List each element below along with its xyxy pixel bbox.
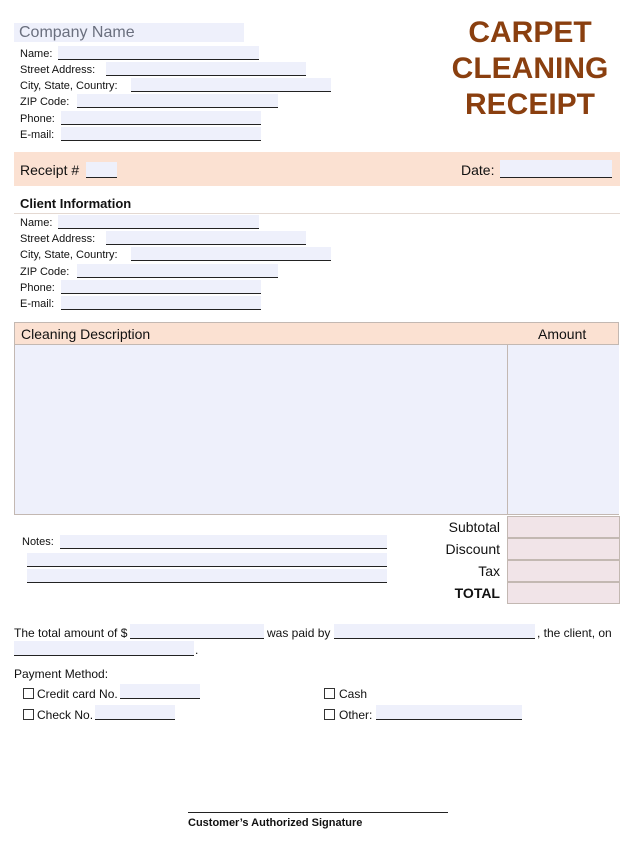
receipt-number-label: Receipt # <box>20 162 80 178</box>
total-label: TOTAL <box>454 585 500 601</box>
company-email-label: E-mail: <box>20 129 55 141</box>
client-email-input[interactable] <box>61 296 261 310</box>
discount-input[interactable] <box>507 538 620 560</box>
client-street-label: Street Address: <box>20 233 96 245</box>
company-city-input[interactable] <box>131 78 331 92</box>
client-name-input[interactable] <box>58 215 259 229</box>
other-label: Other: <box>339 708 373 722</box>
credit-card-label: Credit card No. <box>37 687 118 701</box>
client-info-heading: Client Information <box>20 196 132 211</box>
statement-part-3: , the client, on <box>537 626 612 640</box>
company-email-input[interactable] <box>61 127 261 141</box>
signature-label: Customer’s Authorized Signature <box>188 817 363 829</box>
notes-line-1[interactable] <box>60 535 387 549</box>
receipt-number-input[interactable] <box>86 162 117 178</box>
paid-by-input[interactable] <box>334 624 535 639</box>
other-checkbox[interactable] <box>324 709 335 720</box>
subtotal-label: Subtotal <box>448 519 500 535</box>
title-line-3: RECEIPT <box>464 88 596 121</box>
company-phone-input[interactable] <box>61 111 261 125</box>
client-phone-input[interactable] <box>61 280 261 294</box>
notes-line-3[interactable] <box>27 569 387 583</box>
cash-label: Cash <box>339 687 368 701</box>
client-zip-label: ZIP Code: <box>20 266 70 278</box>
other-input[interactable] <box>376 705 522 720</box>
client-name-label: Name: <box>20 217 53 229</box>
amount-header: Amount <box>538 326 587 342</box>
statement-period: . <box>195 643 199 657</box>
title-line-2: CLEANING <box>451 52 609 85</box>
title-line-1: CARPET <box>468 16 592 49</box>
check-label: Check No. <box>37 708 94 722</box>
discount-label: Discount <box>445 541 500 557</box>
company-zip-input[interactable] <box>77 94 278 108</box>
date-label: Date: <box>461 162 495 178</box>
company-city-label: City, State, Country: <box>20 80 118 92</box>
description-header: Cleaning Description <box>21 326 151 342</box>
company-street-input[interactable] <box>106 62 306 76</box>
company-street-label: Street Address: <box>20 64 96 76</box>
payment-method-heading: Payment Method: <box>14 667 109 681</box>
company-phone-label: Phone: <box>20 113 55 125</box>
tax-label: Tax <box>478 563 500 579</box>
client-zip-input[interactable] <box>77 264 278 278</box>
document-title <box>420 15 639 123</box>
paid-date-input[interactable] <box>14 641 194 656</box>
receipt-bar <box>14 152 620 186</box>
client-phone-label: Phone: <box>20 282 55 294</box>
credit-card-checkbox[interactable] <box>23 688 34 699</box>
statement-part-1: The total amount of $ <box>14 626 128 640</box>
date-input[interactable] <box>500 160 612 178</box>
amount-input-area[interactable] <box>507 345 619 514</box>
divider <box>14 213 620 214</box>
client-city-label: City, State, Country: <box>20 249 118 261</box>
tax-input[interactable] <box>507 560 620 582</box>
subtotal-input[interactable] <box>507 516 620 538</box>
cash-checkbox[interactable] <box>324 688 335 699</box>
client-email-label: E-mail: <box>20 298 55 310</box>
company-name-field[interactable]: Company Name <box>14 23 244 42</box>
cleaning-table <box>14 322 619 515</box>
client-street-input[interactable] <box>106 231 306 245</box>
total-input[interactable] <box>507 582 620 604</box>
check-checkbox[interactable] <box>23 709 34 720</box>
total-amount-input[interactable] <box>130 624 264 639</box>
company-name-label: Name: <box>20 48 53 60</box>
company-name-input[interactable] <box>58 46 259 60</box>
credit-card-input[interactable] <box>120 684 200 699</box>
client-city-input[interactable] <box>131 247 331 261</box>
table-header <box>15 323 618 345</box>
description-input-area[interactable] <box>15 345 507 514</box>
statement-part-2: was paid by <box>267 626 331 640</box>
signature-line[interactable] <box>188 812 448 813</box>
check-input[interactable] <box>95 705 175 720</box>
notes-label: Notes: <box>22 536 54 548</box>
notes-line-2[interactable] <box>27 553 387 567</box>
company-zip-label: ZIP Code: <box>20 96 70 108</box>
